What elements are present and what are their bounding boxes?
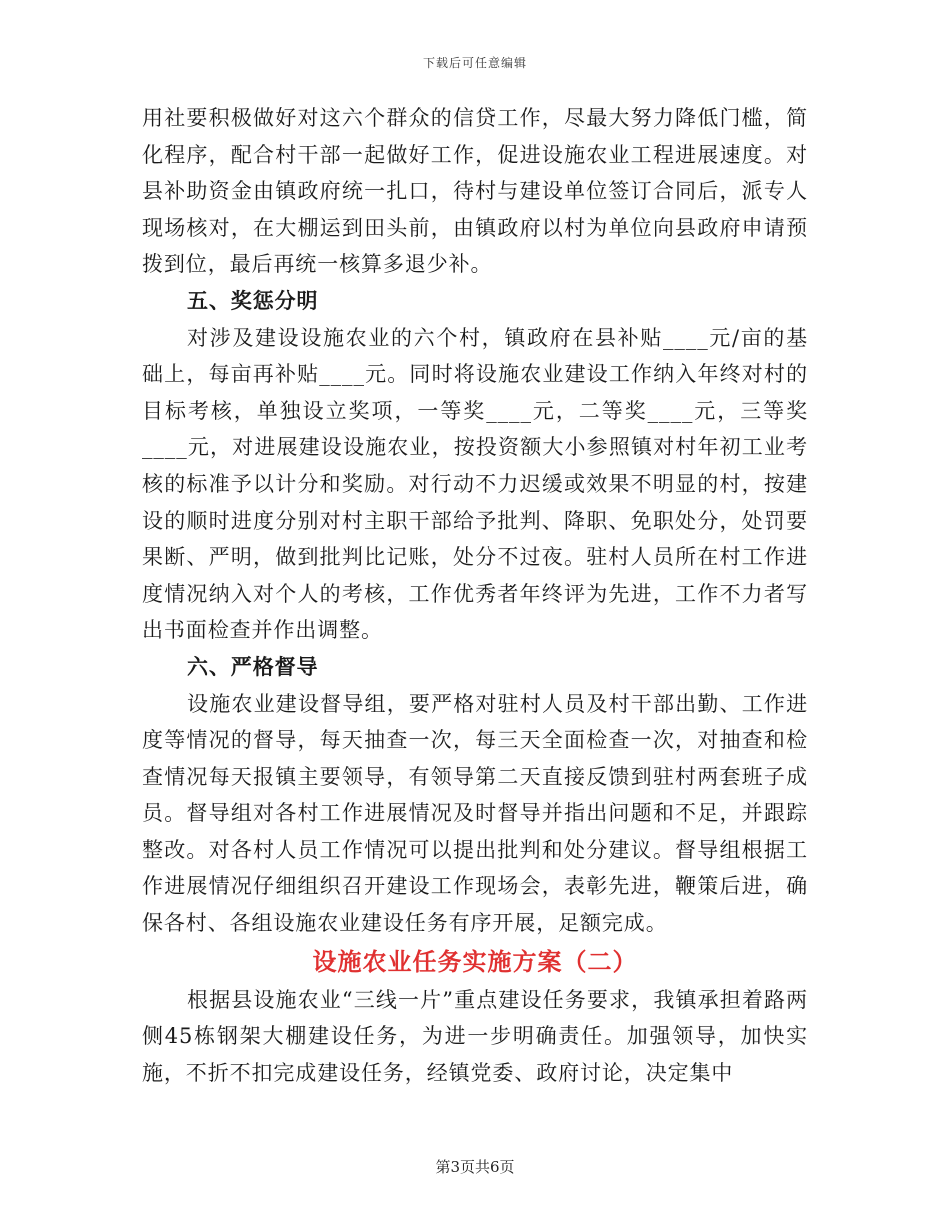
page-header-note: 下载后可任意编辑 [422, 56, 527, 70]
paragraph-rewards-penalties: 对涉及建设设施农业的六个村，镇政府在县补贴____元/亩的基础上，每亩再补贴____元。同时将设施农业建设工作纳入年终对村的目标考核，单独设立奖项，一等奖____元，二等奖____元，三等奖____元，对进展建设设施农业，按投资额大小参照镇对村年初工业考核的标准予以计分和奖励。对行动不力迟缓或效果不明显的村，按建设的顺时进度分别对村主职干部给予批判、降职、免职处分，处罚要果断、严明，做到批判比记账，处分不过夜。驻村人员所在村工作进度情况纳入对个人的考核，工作优秀者年终评为先进，工作不力者写出书面检查并作出调整。 [142, 325, 808, 643]
document-body [142, 100, 808, 1091]
heading-rewards-penalties: 五、奖惩分明 [187, 287, 319, 313]
paragraph-intro-plan-two: 根据县设施农业“三线一片”重点建设任务要求，我镇承担着路两侧45栋钢架大棚建设任务，为进一步明确责任。加强领导，加快实施，不折不扣完成建设任务，经镇党委、政府讨论，决定集中 [142, 987, 808, 1085]
section-title: 设施农业任务实施方案（二） [312, 946, 638, 976]
heading-strict-supervision: 六、严格督导 [187, 653, 319, 679]
page-footer-number: 第3页共6页 [435, 1158, 515, 1176]
paragraph-strict-supervision: 设施农业建设督导组，要严格对驻村人员及村干部出勤、工作进度等情况的督导，每天抽查一次，每三天全面检查一次，对抽查和检查情况每天报镇主要领导，有领导第二天直接反馈到驻村两套班子成员。督导组对各村工作进展情况及时督导并指出问题和不足，并跟踪整改。对各村人员工作情况可以提出批判和处分建议。督导组根据工作进展情况仔细组织召开建设工作现场会，表彰先进，鞭策后进，确保各村、各组设施农业建设任务有序开展，足额完成。 [142, 691, 808, 936]
paragraph-credit-work: 用社要积极做好对这六个群众的信贷工作，尽最大努力降低门槛，简化程序，配合村干部一起做好工作，促进设施农业工程进展速度。对县补助资金由镇政府统一扎口，待村与建设单位签订合同后，派专人现场核对，在大棚运到田头前，由镇政府以村为单位向县政府申请预拨到位，最后再统一核算多退少补。 [142, 106, 808, 277]
